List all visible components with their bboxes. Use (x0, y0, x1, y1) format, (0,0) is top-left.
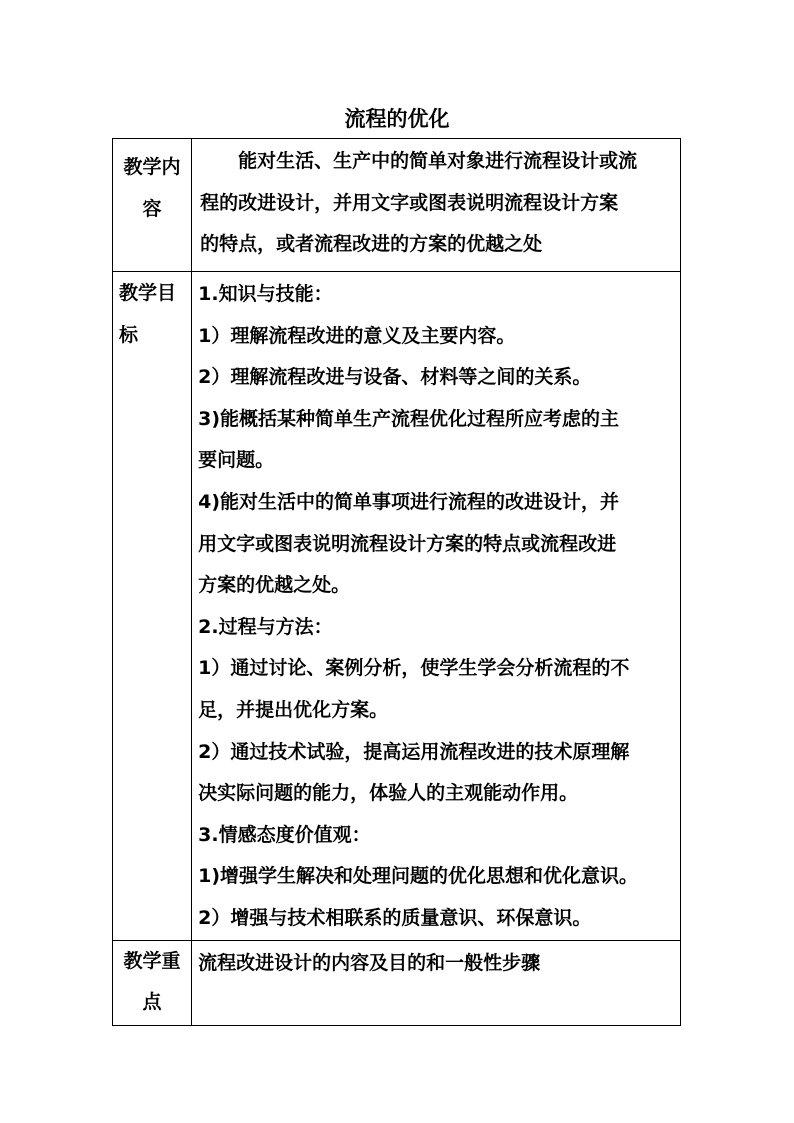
teaching-content-cell (192, 139, 681, 272)
objective-line: 用文字或图表说明流程设计方案的特点或流程改进 (198, 532, 617, 555)
teaching-objectives-cell (192, 272, 681, 941)
lesson-plan-table (112, 138, 681, 1026)
table-row-teaching-objectives (113, 272, 681, 941)
row-header-line: 点 (142, 991, 162, 1014)
objective-line: 方案的优越之处。 (198, 574, 351, 597)
row-header-line: 教学重 (123, 949, 181, 972)
row-header-line: 教学内 (123, 156, 181, 178)
page-title: 流程的优化 (344, 107, 450, 131)
table-row-teaching-content (113, 139, 681, 272)
objective-line: 2）理解流程改进与设备、材料等之间的关系。 (198, 366, 592, 389)
row-header-teaching-key-points (113, 940, 192, 1025)
objective-line: 2.过程与方法： (198, 615, 333, 638)
objective-line: 决实际问题的能力，体验人的主观能动作用。 (198, 782, 579, 805)
objective-line: 足，并提出优化方案。 (198, 698, 389, 721)
objective-line: 2）增强与技术相联系的质量意识、环保意识。 (198, 906, 592, 929)
table-row-teaching-key-points (113, 940, 681, 1025)
row-header-line: 容 (142, 197, 162, 220)
objective-line: 要问题。 (198, 449, 275, 472)
objective-line: 2）通过技术试验，提高运用流程改进的技术原理解 (198, 740, 630, 763)
row-header-line: 标 (119, 323, 139, 346)
key-points-text: 流程改进设计的内容及目的和一般性步骤 (198, 951, 541, 974)
objective-line: 1）理解流程改进的意义及主要内容。 (198, 324, 516, 347)
objective-line: 3.情感态度价值观： (198, 823, 371, 846)
objective-line: 4)能对生活中的简单事项进行流程的改进设计，并 (198, 490, 620, 513)
row-header-teaching-objectives (113, 272, 192, 941)
objective-line: 3)能概括某种简单生产流程优化过程所应考虑的主 (198, 407, 620, 430)
row-header-teaching-content (113, 139, 192, 272)
content-line: 能对生活、生产中的简单对象进行流程设计或流 (238, 150, 638, 172)
objective-line: 1）通过讨论、案例分析，使学生学会分析流程的不 (198, 657, 630, 680)
content-line: 程的改进设计，并用文字或图表说明流程设计方案 (200, 191, 619, 214)
teaching-key-points-cell (192, 940, 681, 1025)
row-header-line: 教学目 (119, 282, 177, 304)
objective-line: 1.知识与技能： (198, 283, 333, 305)
objective-line: 1)增强学生解决和处理问题的优化思想和优化意识。 (198, 865, 639, 888)
content-line: 的特点，或者流程改进的方案的优越之处 (200, 233, 543, 256)
